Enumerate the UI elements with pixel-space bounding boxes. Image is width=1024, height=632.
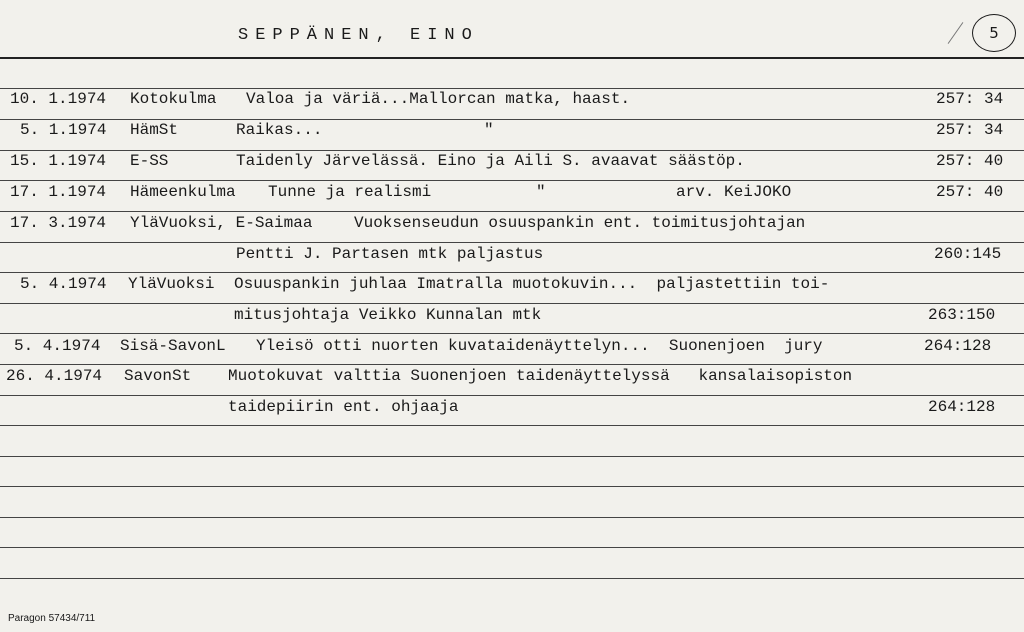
entry-source: YläVuoksi <box>128 275 215 293</box>
entry-text: Yleisö otti nuorten kuvataidenäyttelyn... Suonenjoen jury <box>256 337 823 355</box>
entry-text: Tunne ja realismi <box>268 183 432 201</box>
entry-row <box>0 275 1024 305</box>
entry-ref: 257: 34 <box>936 121 1004 139</box>
entry-row <box>0 306 1024 336</box>
entry-date: 17. 3.1974 <box>10 214 107 232</box>
entry-source: E-SS <box>130 152 169 170</box>
entry-source: YläVuoksi, E-Saimaa <box>130 214 313 232</box>
card-number: 5 <box>972 14 1016 52</box>
entry-source: Sisä-SavonL <box>120 337 226 355</box>
entry-source: HämSt <box>130 121 179 139</box>
entry-date: 5. 1.1974 <box>20 121 107 139</box>
entry-row <box>0 245 1024 275</box>
ruled-line <box>0 88 1024 89</box>
entry-text: Pentti J. Partasen mtk paljastus <box>236 245 544 263</box>
entry-ref: 257: 40 <box>936 152 1004 170</box>
entry-text: Osuuspankin juhlaa Imatralla muotokuvin... paljastettiin toi- <box>234 275 830 293</box>
ruled-line <box>0 486 1024 487</box>
entry-text: Muotokuvat valttia Suonenjoen taidenäyttelyssä kansalaisopiston <box>228 367 853 385</box>
entry-ref: 263:150 <box>928 306 996 324</box>
ruled-line <box>0 578 1024 579</box>
entry-date: 5. 4.1974 <box>14 337 101 355</box>
ruled-line <box>0 547 1024 548</box>
entry-row <box>0 337 1024 367</box>
entry-source: SavonSt <box>124 367 192 385</box>
entry-row <box>0 367 1024 397</box>
entry-ref: 257: 40 <box>936 183 1004 201</box>
entry-row <box>0 90 1024 120</box>
entry-reviewer: arv. KeiJOKO <box>676 183 792 201</box>
entry-text: mitusjohtaja Veikko Kunnalan mtk <box>234 306 542 324</box>
entry-date: 5. 4.1974 <box>20 275 107 293</box>
ruled-line <box>0 456 1024 457</box>
entry-text: Raikas... <box>236 121 323 139</box>
entry-ref: 264:128 <box>928 398 996 416</box>
ruled-line <box>0 517 1024 518</box>
card-title: SEPPÄNEN, EINO <box>238 26 479 45</box>
entry-row <box>0 183 1024 213</box>
card-footer: Paragon 57434/711 <box>8 613 96 624</box>
entry-ref: 264:128 <box>924 337 992 355</box>
entry-date: 17. 1.1974 <box>10 183 107 201</box>
entry-row <box>0 398 1024 428</box>
entry-text: Valoa ja väriä...Mallorcan matka, haast. <box>246 90 631 108</box>
entry-ref: 260:145 <box>934 245 1002 263</box>
entry-source: Kotokulma <box>130 90 217 108</box>
entry-row <box>0 121 1024 151</box>
header-rule <box>0 57 1024 59</box>
pencil-mark <box>948 22 964 44</box>
entry-text: taidepiirin ent. ohjaaja <box>228 398 459 416</box>
entry-date: 26. 4.1974 <box>6 367 103 385</box>
entry-text: Vuoksenseudun osuuspankin ent. toimitusjohtajan <box>354 214 806 232</box>
ditto-mark: " <box>536 183 546 201</box>
ditto-mark: " <box>484 121 494 139</box>
entry-ref: 257: 34 <box>936 90 1004 108</box>
entry-date: 10. 1.1974 <box>10 90 107 108</box>
entry-text: Taidenly Järvelässä. Eino ja Aili S. avaavat säästöp. <box>236 152 745 170</box>
entry-source: Hämeenkulma <box>130 183 236 201</box>
entry-row <box>0 152 1024 182</box>
entry-row <box>0 214 1024 244</box>
entry-date: 15. 1.1974 <box>10 152 107 170</box>
